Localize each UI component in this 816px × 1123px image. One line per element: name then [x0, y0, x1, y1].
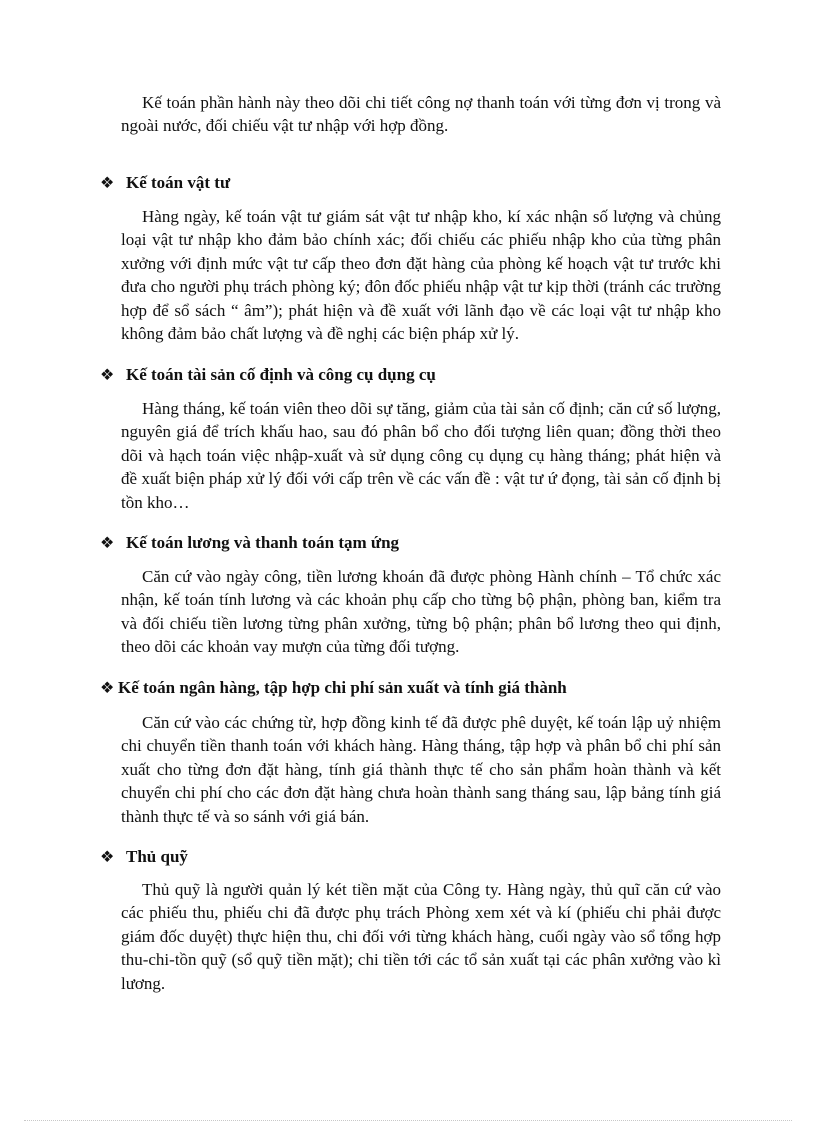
heading-text: Kế toán tài sản cố định và công cụ dụng cụ — [126, 365, 436, 384]
diamond-bullet-icon: ❖ — [100, 367, 115, 384]
section-heading-materials — [100, 172, 230, 195]
section-body-banking-costing: Căn cứ vào các chứng từ, hợp đồng kinh tế đã được phê duyệt, kế toán lập uỷ nhiệm chi chuyển tiền thanh toán với khách hàng. Hàng tháng, tập hợp và phân bổ chi phí sản xuất cho từng đơn đặt hàng, tính giá thành thực tế cho sản phẩm hoàn thành và kết chuyển chi phí cho các đơn đặt hàng chưa hoàn thành sang tháng sau, lập bảng tính giá thành thực tế và so sánh với giá bán. — [121, 713, 721, 826]
section-heading-payroll — [100, 532, 399, 555]
intro-paragraph: Kế toán phần hành này theo dõi chi tiết công nợ thanh toán với từng đơn vị trong và ngoài nước, đối chiếu vật tư nhập với hợp đồng. — [121, 93, 721, 136]
heading-text: Kế toán ngân hàng, tập hợp chi phí sản xuất và tính giá thành — [118, 678, 567, 697]
diamond-bullet-icon: ❖ — [100, 175, 115, 192]
section-heading-cashier — [100, 846, 188, 869]
section-body-cashier: Thủ quỹ là người quản lý két tiền mặt của Công ty. Hàng ngày, thủ quĩ căn cứ vào các phiếu thu, phiếu chi đã được phụ trách Phòng xem xét và kí (phiếu chi phải được giám đốc duyệt) thực hiện thu, chi đối với từng khách hàng, cuối ngày vào sổ tổng hợp thu-chi-tồn quỹ (sổ quỹ tiền mặt); chi tiền tới các tổ sản xuất tại các phân xưởng vào kì lương. — [121, 880, 721, 993]
heading-text: Kế toán vật tư — [126, 173, 231, 192]
heading-text: Thủ quỹ — [126, 847, 188, 866]
section-body-payroll: Căn cứ vào ngày công, tiền lương khoán đã được phòng Hành chính – Tổ chức xác nhận, kế toán tính lương và các khoản phụ cấp cho từng bộ phận, phòng ban, kiểm tra và đối chiếu tiền lương từng phân xưởng, từng bộ phận; phân bổ lương theo qui định, theo dõi các khoản vay mượn của từng đối tượng. — [121, 567, 721, 657]
heading-text: Kế toán lương và thanh toán tạm ứng — [126, 533, 400, 552]
diamond-bullet-icon: ❖ — [100, 535, 115, 552]
diamond-bullet-icon: ❖ — [100, 849, 115, 866]
diamond-bullet-icon: ❖ — [100, 680, 115, 697]
section-body-materials: Hàng ngày, kế toán vật tư giám sát vật tư nhập kho, kí xác nhận số lượng và chủng loại vật tư nhập kho đảm bảo chính xác; đối chiếu các phiếu nhập kho của từng phân xưởng với định mức vật tư cấp theo đơn đặt hàng của phòng kế hoạch vật tư trước khi đưa cho người phụ trách phòng ký; đôn đốc phiếu nhập vật tư kịp thời (tránh các trường hợp để sổ sách “ âm”); phát hiện và đề xuất với lãnh đạo về các loại vật tư nhập kho không đảm bảo chất lượng và đề nghị các biện pháp xử lý. — [121, 207, 721, 344]
page-bottom-divider — [24, 1120, 792, 1121]
section-heading-banking-costing — [100, 677, 567, 700]
section-body-fixed-assets: Hàng tháng, kế toán viên theo dõi sự tăng, giảm của tài sản cố định; căn cứ số lượng, nguyên giá để trích khấu hao, sau đó phân bổ cho đối tượng liên quan; đồng thời theo dõi và hạch toán việc nhập-xuất và sử dụng công cụ dụng cụ hàng tháng; phát hiện và đề xuất biện pháp xử lý đối với cấp trên về các vấn đề : vật tư ứ đọng, tài sản cố định bị tồn kho… — [121, 399, 721, 512]
section-heading-fixed-assets — [100, 364, 436, 387]
